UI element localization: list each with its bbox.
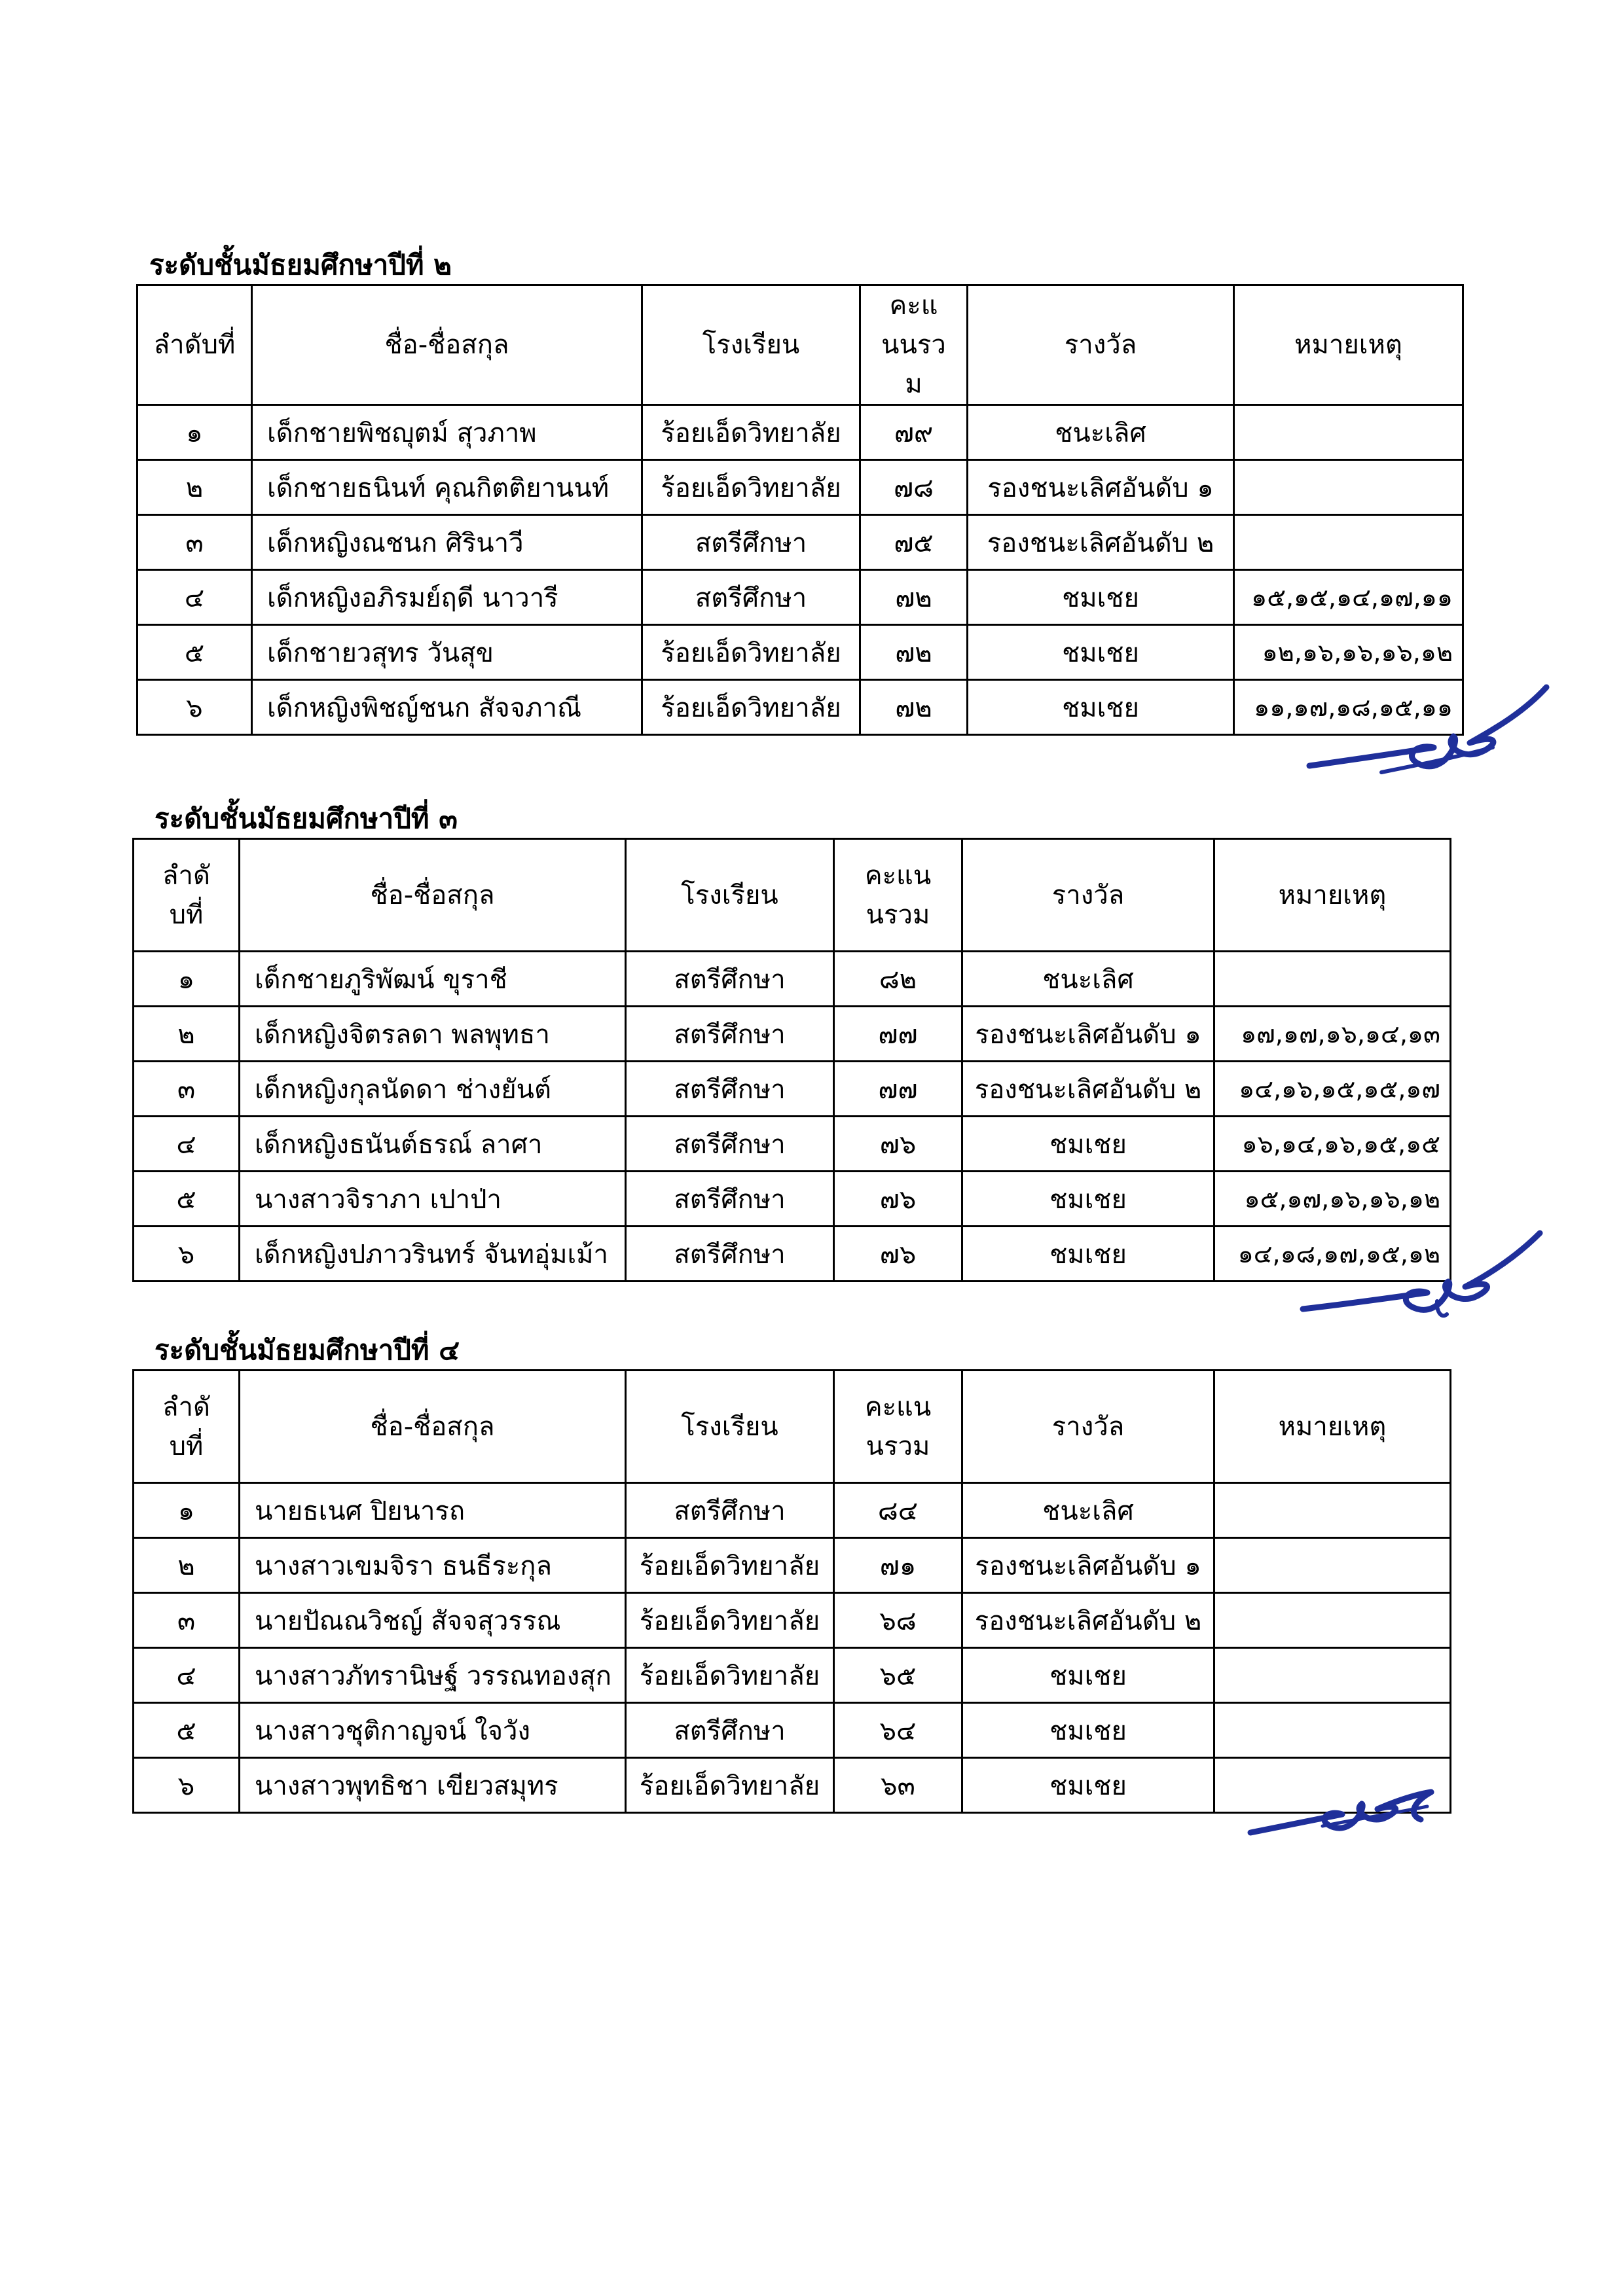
results-table-m2 <box>136 284 1464 736</box>
cell-score: ๗๙ <box>860 405 968 460</box>
cell-score: ๖๘ <box>834 1593 962 1648</box>
cell-score: ๗๒ <box>860 680 968 735</box>
header-school: โรงเรียน <box>626 1371 834 1483</box>
cell-name: เด็กหญิงจิตรลดา พลพุทธา <box>240 1007 626 1062</box>
cell-name: เด็กหญิงธนันต์ธรณ์ ลาศา <box>240 1117 626 1172</box>
header-name: ชื่อ-ชื่อสกุล <box>252 285 642 405</box>
cell-note <box>1214 1648 1451 1703</box>
table-row <box>134 1062 1451 1117</box>
cell-name: เด็กชายพิชญุตม์ สุวภาพ <box>252 405 642 460</box>
cell-score: ๗๖ <box>834 1117 962 1172</box>
cell-rank: ๖ <box>137 680 252 735</box>
cell-rank: ๖ <box>134 1227 240 1282</box>
cell-rank: ๕ <box>134 1172 240 1227</box>
header-rank: ลำดับที่ <box>137 285 252 405</box>
cell-note: ๑๒,๑๖,๑๖,๑๖,๑๒ <box>1234 625 1463 680</box>
table-row <box>137 405 1463 460</box>
table-row <box>137 460 1463 515</box>
cell-name: เด็กชายภูริพัฒน์ ขุราชี <box>240 952 626 1007</box>
cell-name: เด็กหญิงกุลนัดดา ช่างยันต์ <box>240 1062 626 1117</box>
results-table-m3 <box>132 838 1451 1282</box>
cell-note: ๑๗,๑๗,๑๖,๑๔,๑๓ <box>1214 1007 1451 1062</box>
cell-award: ชมเชย <box>962 1703 1214 1758</box>
cell-school: ร้อยเอ็ดวิทยาลัย <box>626 1593 834 1648</box>
header-score: คะแนนรวม <box>834 839 962 952</box>
cell-score: ๗๑ <box>834 1538 962 1593</box>
cell-name: เด็กหญิงปภาวรินทร์ จันทอุ่มเม้า <box>240 1227 626 1282</box>
cell-score: ๘๔ <box>834 1483 962 1538</box>
cell-rank: ๔ <box>134 1117 240 1172</box>
header-rank: ลำดับที่ <box>134 839 240 952</box>
cell-school: สตรีศึกษา <box>642 570 860 625</box>
cell-school: ร้อยเอ็ดวิทยาลัย <box>626 1648 834 1703</box>
section-title-m3: ระดับชั้นมัธยมศึกษาปีที่ ๓ <box>155 802 458 834</box>
cell-name: เด็กหญิงอภิรมย์ฤดี นาวารี <box>252 570 642 625</box>
cell-name: นายธเนศ ปิยนารถ <box>240 1483 626 1538</box>
cell-note: ๑๕,๑๕,๑๔,๑๗,๑๑ <box>1234 570 1463 625</box>
header-award: รางวัล <box>968 285 1234 405</box>
cell-name: นางสาวภัทรานิษฐ์ วรรณทองสุก <box>240 1648 626 1703</box>
cell-name: เด็กชายวสุทร วันสุข <box>252 625 642 680</box>
cell-name: นางสาวพุทธิชา เขียวสมุทร <box>240 1758 626 1813</box>
cell-rank: ๑ <box>134 952 240 1007</box>
cell-award: รองชนะเลิศอันดับ ๑ <box>962 1007 1214 1062</box>
cell-score: ๗๘ <box>860 460 968 515</box>
cell-award: ชมเชย <box>962 1172 1214 1227</box>
cell-school: สตรีศึกษา <box>626 1172 834 1227</box>
table-header-row <box>134 1371 1451 1483</box>
cell-note <box>1214 952 1451 1007</box>
cell-note: ๑๔,๑๖,๑๕,๑๕,๑๗ <box>1214 1062 1451 1117</box>
header-name: ชื่อ-ชื่อสกุล <box>240 1371 626 1483</box>
cell-award: ชนะเลิศ <box>962 1483 1214 1538</box>
cell-score: ๘๒ <box>834 952 962 1007</box>
cell-name: นางสาวเขมจิรา ธนธีระกุล <box>240 1538 626 1593</box>
cell-award: รองชนะเลิศอันดับ ๒ <box>962 1593 1214 1648</box>
cell-school: สตรีศึกษา <box>642 515 860 570</box>
cell-rank: ๒ <box>134 1007 240 1062</box>
header-note: หมายเหตุ <box>1214 839 1451 952</box>
cell-note: ๑๕,๑๗,๑๖,๑๖,๑๒ <box>1214 1172 1451 1227</box>
cell-rank: ๒ <box>137 460 252 515</box>
cell-rank: ๑ <box>137 405 252 460</box>
cell-school: ร้อยเอ็ดวิทยาลัย <box>626 1538 834 1593</box>
cell-award: ชมเชย <box>962 1758 1214 1813</box>
header-rank: ลำดับที่ <box>134 1371 240 1483</box>
cell-score: ๗๖ <box>834 1227 962 1282</box>
header-score: คะแนนรวม <box>834 1371 962 1483</box>
cell-note <box>1234 460 1463 515</box>
table-row <box>134 952 1451 1007</box>
header-score: คะแนนรวม <box>860 285 968 405</box>
cell-school: สตรีศึกษา <box>626 952 834 1007</box>
cell-award: รองชนะเลิศอันดับ ๒ <box>968 515 1234 570</box>
cell-award: ชมเชย <box>962 1648 1214 1703</box>
cell-school: ร้อยเอ็ดวิทยาลัย <box>642 460 860 515</box>
cell-award: รองชนะเลิศอันดับ ๑ <box>968 460 1234 515</box>
header-award: รางวัล <box>962 1371 1214 1483</box>
cell-school: สตรีศึกษา <box>626 1062 834 1117</box>
cell-school: ร้อยเอ็ดวิทยาลัย <box>642 625 860 680</box>
cell-note <box>1234 405 1463 460</box>
cell-school: ร้อยเอ็ดวิทยาลัย <box>626 1758 834 1813</box>
cell-school: ร้อยเอ็ดวิทยาลัย <box>642 405 860 460</box>
cell-rank: ๕ <box>134 1703 240 1758</box>
table-row <box>134 1483 1451 1538</box>
cell-award: ชมเชย <box>968 625 1234 680</box>
cell-award: ชมเชย <box>968 680 1234 735</box>
signature-2 <box>1296 1224 1545 1329</box>
table-row <box>134 1117 1451 1172</box>
table-row <box>137 625 1463 680</box>
cell-school: สตรีศึกษา <box>626 1227 834 1282</box>
table-row <box>137 515 1463 570</box>
cell-school: สตรีศึกษา <box>626 1117 834 1172</box>
header-note: หมายเหตุ <box>1214 1371 1451 1483</box>
cell-note <box>1214 1538 1451 1593</box>
cell-score: ๗๕ <box>860 515 968 570</box>
cell-name: เด็กหญิงณชนก ศิรินาวี <box>252 515 642 570</box>
cell-score: ๗๖ <box>834 1172 962 1227</box>
cell-award: ชมเชย <box>968 570 1234 625</box>
cell-note <box>1234 515 1463 570</box>
table-row <box>134 1172 1451 1227</box>
cell-rank: ๑ <box>134 1483 240 1538</box>
table-row <box>134 1593 1451 1648</box>
cell-rank: ๔ <box>134 1648 240 1703</box>
table-row <box>134 1648 1451 1703</box>
header-note: หมายเหตุ <box>1234 285 1463 405</box>
cell-score: ๗๒ <box>860 570 968 625</box>
cell-score: ๖๓ <box>834 1758 962 1813</box>
cell-note <box>1214 1593 1451 1648</box>
cell-award: ชมเชย <box>962 1227 1214 1282</box>
cell-note: ๑๖,๑๔,๑๖,๑๕,๑๕ <box>1214 1117 1451 1172</box>
header-school: โรงเรียน <box>626 839 834 952</box>
section-title-m4: ระดับชั้นมัธยมศึกษาปีที่ ๔ <box>155 1334 460 1366</box>
cell-rank: ๓ <box>134 1593 240 1648</box>
cell-school: สตรีศึกษา <box>626 1703 834 1758</box>
header-name: ชื่อ-ชื่อสกุล <box>240 839 626 952</box>
signature-1 <box>1303 674 1552 792</box>
table-row <box>137 680 1463 735</box>
header-award: รางวัล <box>962 839 1214 952</box>
cell-name: นางสาวจิราภา เปาป่า <box>240 1172 626 1227</box>
cell-award: ชนะเลิศ <box>968 405 1234 460</box>
cell-award: ชมเชย <box>962 1117 1214 1172</box>
cell-school: สตรีศึกษา <box>626 1483 834 1538</box>
cell-note <box>1214 1483 1451 1538</box>
cell-score: ๗๗ <box>834 1062 962 1117</box>
cell-rank: ๔ <box>137 570 252 625</box>
cell-award: ชนะเลิศ <box>962 952 1214 1007</box>
signature-3 <box>1244 1754 1440 1846</box>
cell-note: ๑๑,๑๗,๑๘,๑๕,๑๑ <box>1234 680 1463 735</box>
table-row <box>134 1007 1451 1062</box>
cell-name: นายปัณณวิชญ์ สัจจสุวรรณ <box>240 1593 626 1648</box>
cell-name: เด็กหญิงพิชญ์ชนก สัจจภาณี <box>252 680 642 735</box>
header-school: โรงเรียน <box>642 285 860 405</box>
cell-rank: ๖ <box>134 1758 240 1813</box>
cell-score: ๖๔ <box>834 1703 962 1758</box>
cell-score: ๗๗ <box>834 1007 962 1062</box>
cell-name: นางสาวชุติกาญจน์ ใจวัง <box>240 1703 626 1758</box>
cell-school: สตรีศึกษา <box>626 1007 834 1062</box>
cell-rank: ๕ <box>137 625 252 680</box>
cell-name: เด็กชายธนินท์ คุณกิตติยานนท์ <box>252 460 642 515</box>
table-row <box>134 1227 1451 1282</box>
table-row <box>134 1703 1451 1758</box>
table-header-row <box>134 839 1451 952</box>
table-row <box>134 1538 1451 1593</box>
cell-award: รองชนะเลิศอันดับ ๒ <box>962 1062 1214 1117</box>
cell-score: ๖๕ <box>834 1648 962 1703</box>
cell-note <box>1214 1703 1451 1758</box>
cell-score: ๗๒ <box>860 625 968 680</box>
cell-rank: ๒ <box>134 1538 240 1593</box>
cell-rank: ๓ <box>134 1062 240 1117</box>
table-row <box>137 570 1463 625</box>
table-header-row <box>137 285 1463 405</box>
cell-school: ร้อยเอ็ดวิทยาลัย <box>642 680 860 735</box>
section-title-m2: ระดับชั้นมัธยมศึกษาปีที่ ๒ <box>149 249 452 281</box>
cell-rank: ๓ <box>137 515 252 570</box>
cell-award: รองชนะเลิศอันดับ ๑ <box>962 1538 1214 1593</box>
results-table-m4 <box>132 1369 1451 1814</box>
cell-note: ๑๔,๑๘,๑๗,๑๕,๑๒ <box>1214 1227 1451 1282</box>
